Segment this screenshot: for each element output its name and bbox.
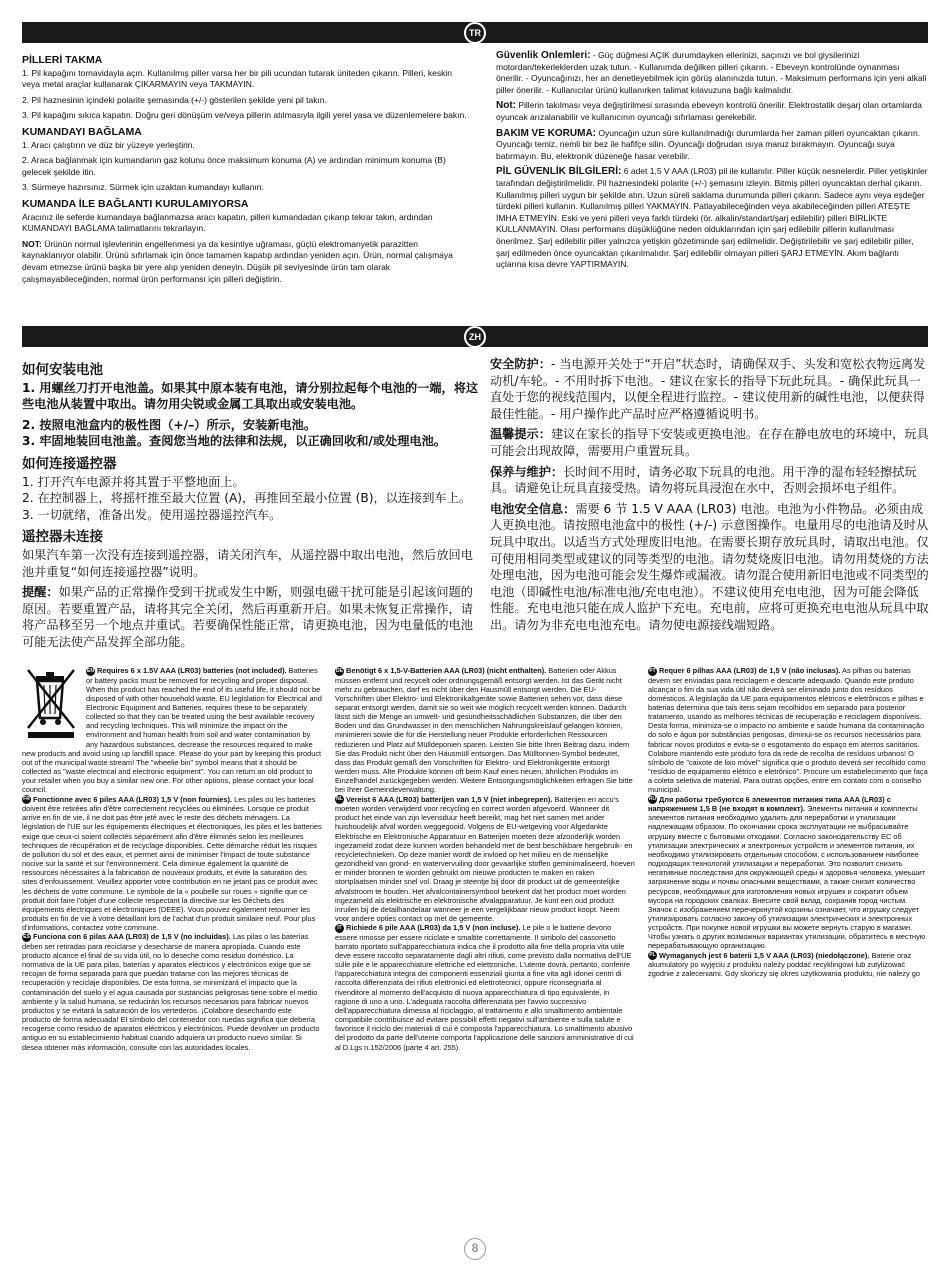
weee-en-text: Batteries or battery packs must be removed for recycling and proper disposal. When this product has reached the end of its useful life, it should not be disposed of with other household waste. EU legislation for Electrical and Electronic Equipment and Batteries, requires these to be separately collected so that they can be treated using the best available recovery and recycling techniques. This will minimize the impact on the environment and human health from soil and water contamination by any hazardous substances, decrease the resources required to make new products and avoid using up landfill space. Please do your part by keeping this product out of the municipal waste stream! The "wheelie bin" symbol means that it should be collected as "waste electrical and electronic equipment". You can return an old product to your retailer when you buy a similar new one. For other options, please contact your local council.	[22, 666, 322, 795]
zh-language-bar	[22, 326, 928, 347]
weee-pt-lead: Requer 6 pilhas AAA (LR03) de 1,5 V (não inclusas).	[659, 666, 841, 675]
weee-it-text: Le pile o le batterie devono essere rimosse per essere riciclate e smaltite correttamente. Il simbolo del cassonetto barrato riportato sull'apparecchiatura indica che il prodotto alla fine della propria vita utile deve essere raccolto separatamente dagli altri rifiuti, come previsto dalla normativa dell'UE sulle pile e le apparecchiature elettriche ed elettroniche. L'utente dovrà, pertanto, conferire l'apparecchiatura integra dei componenti essenziali giunta a fine vita agli idonei centri di raccolta differenziata dei rifiuti elettronici ed elettrotecnici, oppure riconsegnarla al rivenditore al momento dell'acquisto di nuova apparecchiatura di tipo equivalente, in ragione di uno a uno. L'adeguata raccolta differenziata per l'avvio successivo dell'apparecchiatura dimessa al riciclaggio, al trattamento e allo smaltimento ambientale compatibile contribuisce ad evitare possibili effetti negativi sull'ambiente e sulla salute e favorisce il riciclo dei materiali di cui è composta l'apparecchiatura. Lo smaltimento abusivo del prodotto da parte dell'utente comporta l'applicazione delle sanzioni amministrative di cui al D.Lgs n.152/2006 (parte 4 art. 255).	[335, 923, 634, 1052]
weee-it-lead: Richiede 6 pile AAA (LR03) da 1,5 V (non incluse).	[346, 923, 521, 933]
fr-language-badge: FR	[23, 796, 30, 803]
zh-connect-step-3: 3. 一切就绪，准备出发。使用遥控器遥控汽车。	[22, 507, 282, 522]
weee-ru-text: Элементы питания и комплекты элементов питания необходимо удалить для переработки и утилизации надлежащим образом. По окончании срока эксплуатации не выбрасывайте игрушку вместе с бытовыми отходами. Согласно законодательству ЕС об утилизации электрических и электронных устройств и элементов питания, их необходимо утилизировать отдельным способом, с использованием наиболее подходящих технологий утилизации и переработки. Это позволит снизить негативные последствия для окружающей среды и здоровья человека, умеьшит загрязнение воды и почвы опасными веществами, а также снизит количество ресурсов, необходимых для изготовления новых игрушек и сократит объем мусора на городских свалках. Внесите свой вклад, сохранив город чистым. Значок с изображением перечеркнутой корзины означает, что игрушку следует утилизировать согласно закону об утилизации электрических и электронных устройств. При покупке новой игрушки вы можете вернуть старую в магазин. Чтобы узнать о других возможных вариантах утилизации, обратитесь в местную перерабатывающую организацию.	[648, 804, 926, 951]
tr-care-paragraph	[496, 128, 928, 163]
tr-install-step-3: 3. Pil kapağını sıkıca kapatın. Doğru geri dönüşüm ve/veya pillerin atılmasıyla ilgili yerel yasa ve düzenlemelere bakın.	[22, 110, 467, 121]
zh-noconnect-heading: 遥控器未连接	[22, 529, 103, 546]
tr-battery-paragraph	[496, 166, 928, 270]
tr-note-text: Ürünün normal işlevlerinin engellenmesi ya da kesintiye uğraması, güçlü elektromanyetik parazitten kaynaklanıyor olabilir. Ürünü sıfırlamak için önce tamamen kapatıp ardından yeniden açın. Ürün, normal çalışmaya devam etmezse ürünü başka bir yere alıp yeniden deneyin. Düşük pil seviyesinde ürün tam olarak çalışmayabileceğinden, normal ürün performansı için pilleri değiştirin.	[22, 238, 453, 284]
zh-care-label: 保养与维护：	[490, 464, 564, 479]
weee-ru	[648, 795, 930, 951]
weee-pt-text: As pilhas ou baterias devem ser enviadas para reciclagem e descarte adequado. Quando este produto alcançar o fim da sua vida útil não deverá ser eliminado junto dos resíduos domésticos. A legislação da UE para equipamentos elétricos e eletrônicos e pilhas e baterias determina que tais itens sejam recolhidos em separado para posterior tratamento, usando as melhores técnicas de recuperação e reciclagem disponíveis. Desta forma, minimiza-se o impacto no ambiente e saúde humana da contaminação do solo e água por substâncias perigosas, diminui-se os recursos necessários para fabricar novos produtos e evita-se o esgotamento do espaço em aterros sanitários. Colabore mantendo este produto fora da rede de recolha de resíduos urbanos! O símbolo de "caixote de lixo móvel" significa que o produto deverá ser recolhido como "resíduo de equipamento elétrico e eletrônico". Procure um estabelecimento que faça a coleta seletiva de material. Para outras opções, entre em contato com o conselho municipal.	[648, 666, 928, 795]
weee-de-lead: Benötigt 6 x 1,5-V-Batterien AAA (LR03) (nicht enthalten).	[346, 666, 547, 675]
zh-install-heading: 如何安装电池	[22, 362, 103, 378]
zh-right-column	[490, 356, 930, 658]
tr-connect-step-3: 3. Sürmeye hazırsınız. Sürmek için uzaktan kumandayı kullanın.	[22, 182, 264, 193]
zh-safety-text: - 当电源开关处于“开启”状态时，请确保双手、头发和宽松衣物远离发动机/车轮。- 不用时拆下电池。- 建议在家长的指导下玩此玩具。- 确保此玩具一直处于您的视线范围内，以便全程进行监控。- 建议使用新的碱性电池，以便获得最佳性能。- 用户操作此产品时应严格遵循说明书。	[490, 357, 926, 421]
es-language-badge: ES	[23, 933, 30, 940]
weee-es-lead: Funciona con 6 pilas AAA (LR03) de 1,5 V (no incluidas).	[33, 932, 231, 942]
tr-language-badge: TR	[464, 22, 486, 44]
weee-es-text: Las pilas o las baterías deben ser retiradas para reciclarse y desecharse de manera apropiada. Cuando este producto alcance el final de su vida útil, no lo deseche como residuo doméstico. La normativa de la UE para pilas, baterías y aparatos eléctricos y electrónicos exige que se recojan de forma separada para que puedan tratarse con las mejores técnicas de recuperación y reciclaje disponibles. De esta forma, se minimizará el impacto que la contaminación del suelo y el agua causada por sustancias peligrosas tiene sobre el medio ambiente y la salud humana, se reducirán los recursos necesarios para fabricar nuevos productos y se evitará la saturación de los vertederos. ¡Colabore desechando este producto de forma adecuada! El símbolo del contenedor con ruedas significa que debería recogerse como residuo de aparatos eléctricos y electrónicos. Puede devolver un producto antiguo en su establecimiento habitual cuando adquiera un producto nuevo similar. Si desea obtener más información, consulte con las autoridades locales.	[22, 932, 320, 1052]
zh-install-step-3: 3. 牢固地装回电池盖。查阅您当地的法律和法规，以正确回收和/或处理电池。	[22, 434, 446, 449]
pl-language-badge: PL	[649, 952, 656, 959]
tr-noconnect-text: Aracınız ile seferde kumandaya bağlanmazsa aracı kapatın, pilleri kumandadan çıkarıp tekrar takın, ardından KUMANDAYI BAĞLAMA talimatlarını tekrarlayın.	[22, 211, 433, 234]
weee-fr	[22, 795, 322, 933]
tr-install-step-2: 2. Pil haznesinin içindeki polarite şemasında (+/-) gösterilen şekilde yeni pil takın.	[22, 94, 327, 105]
zh-connect-step-1: 1. 打开汽车电源并将其置于平整地面上。	[22, 474, 245, 489]
zh-noconnect-text: 如果汽车第一次没有连接到遥控器，请关闭汽车，从遥控器中取出电池，然后放回电池并重复“如何连接遥控器”说明。	[22, 547, 473, 579]
tr-left-column	[22, 50, 470, 320]
zh-note2-text: 建议在家长的指导下安装或更换电池。在存在静电放电的环境中，玩具可能会出现故障，需要用户重置玩具。	[490, 427, 929, 458]
weee-de-text: Batterien oder Akkus müssen entfernt und recycelt oder ordnungsgemäß entsorgt werden. Ist das Gerät nicht mehr zu gebrauchen, darf es nicht über den Hausmüll entsorgt werden. Die EU-Vorschriften über Elektro- und Elektronikaltgeräte sowie Batterien sehen vor, dass diese separat entsorgt werden, damit sie so weit wie möglich recycelt werden können. Dadurch lässt sich die Menge an umwelt- und gesundheitsschädlichen Substanzen, die über den Boden und das Grundwasser in den menschlichen Nahrungskreislauf gelangen können, minimieren sowie die für die Herstellung neuer Produkte erforderlichen Ressourcen reduzieren und Platz auf Mülldeponien sparen. Leisten Sie bitte Ihren Beitrag dazu, indem Sie das Produkt nicht über den Hausmüll entsorgen. Das Mülltonnen-Symbol bedeutet, dass das Produkt gemäß den Vorschriften für Elektro- und Elektronikgeräte entsorgt werden muss. Alte Produkte können oft beim Kauf eines neuen, ähnlichen Produkts im Einzelhandel zurückgegeben werden. Weitere Entsorgungsmöglichkeiten erfragen Sie bitte bei Ihrer Gemeindeverwaltung.	[335, 666, 633, 795]
tr-battery-label: PİL GÜVENLİK BİLGİLERİ:	[496, 166, 622, 178]
weee-it	[335, 923, 635, 1052]
pt-language-badge: PT	[649, 667, 656, 674]
tr-connect-step-2: 2. Araca bağlanmak için kumandanın gaz kolunu önce maksimum konuma (A) ve ardından minimum konuma (B) gelecek şekilde itin.	[22, 155, 446, 177]
tr-note2-text: Pillerin takılması veya değiştirilmesi sırasında ebeveyn kontrolü önerilir. Elektrostatik deşarj olan ortamlarda oyuncak arızalanabilir ve kullanıcının oyuncağı sıfırlaması gerekebilir.	[496, 100, 922, 122]
weee-en-lead: Requires 6 x 1.5V AAA (LR03) batteries (not included).	[97, 666, 287, 675]
ru-language-badge: RU	[648, 796, 657, 803]
tr-safety-paragraph	[496, 50, 928, 96]
zh-care-paragraph	[490, 464, 930, 497]
tr-install-heading: PİLLERİ TAKMA	[22, 54, 103, 66]
tr-connect-step-1: 1. Aracı çalıştırın ve düz bir yüzeye yerleştirin.	[22, 139, 195, 150]
weee-column-2	[335, 666, 635, 1236]
it-language-badge: IT	[335, 924, 344, 933]
tr-connect-heading: KUMANDAYI BAĞLAMA	[22, 125, 142, 138]
zh-note-paragraph	[22, 584, 480, 650]
zh-connect-step-2: 2. 在控制器上，将摇杆推至最大位置 (A)，再推回至最小位置 (B)，以连接到车上。	[22, 491, 471, 506]
weee-pt	[648, 666, 930, 795]
weee-column-1	[22, 666, 322, 1236]
zh-install-step-1: 1. 用螺丝刀打开电池盖。如果其中原本装有电池，请分别拉起每个电池的一端，将这些电池从装置中取出。请勿用尖锐或金属工具取出或安装电池。	[22, 380, 479, 412]
tr-note-paragraph	[22, 239, 470, 285]
weee-nl	[335, 795, 635, 924]
weee-es	[22, 932, 322, 1051]
zh-battery-paragraph	[490, 501, 930, 634]
tr-note2-label: Not:	[496, 100, 516, 112]
tr-install-step-1: 1. Pil kapağını tornavidayla açın. Kullanılmış piller varsa her bir pili ucundan tutarak üniteden çıkarın. Pilleri, keskin veya metal araçlar kullanarak ÇIKARMAYIN veya TAKMAYIN.	[22, 67, 452, 90]
zh-safety-paragraph	[490, 356, 930, 422]
zh-care-text: 长时间不用时，请务必取下玩具的电池。用干净的湿布轻轻擦拭玩具。请避免让玩具直接受热。请勿将玩具浸泡在水中，否则会损坏电子组件。	[490, 464, 917, 496]
zh-language-badge: ZH	[464, 326, 486, 348]
tr-noconnect-heading: KUMANDA İLE BAĞLANTI KURULAMIYORSA	[22, 197, 249, 210]
weee-fr-lead: Fonctionne avec 6 piles AAA (LR03) 1,5 V (non fournies).	[33, 794, 233, 804]
tr-battery-text: 6 adet 1,5 V AAA (LR03) pil ile kullanılır. Piller küçük nesnelerdir. Piller yetişkinler tarafından değiştirilmelidir. Pil haznesindeki polarite (+/-) şemasını izleyin. Bitmiş pilleri oyuncaktan derhal çıkarın. Kullanılmış pilleri uygun bir şekilde atın. Uzun süreli saklama durumunda pilleri çıkarın. Sadece aynı veya eşdeğer türdeki pilleri kullanın. Kullanılmış pilleri YAKMAYIN. Patlayabileceğinden veya akabileceğinden pilleri ATEŞTE İMHA ETMEYİN. Eski ve yeni pilleri veya farklı türdeki (ör. alkalin/standart/şarj edilebilir) pilleri BİRLİKTE KULLANMAYIN. Olası performans düşüklüğüne neden olduklarından için şarj edilebilir pillerin kullanılması önerilmez. Şarj edilebilir piller yalnızca yetişkin gözetiminde şarj edilmelidir. Değiştirilebilir ve şarj edilebilir piller, şarj edilmeden önce oyuncaktan çıkarılmalıdır. Şarj edilebilir olmayan pilleri ŞARJ ETMEYİN. Akım bağlantı uçlarına kısa devre YAPTIRMAYIN.	[496, 166, 928, 270]
weee-nl-text: Batterijen en accu's moeten worden verwijderd voor recycling en correct worden afgevoerd. Wanneer dit product het einde van zijn levensduur heeft bereikt, mag het niet samen met ander huishoudelijk afval worden weggegooid. Volgens de EU-wetgeving voor Afgedankte Elektrische en Elektronische Apparatuur en Batterijen moeten deze afzonderlijk worden ingezameld zodat deze kunnen worden behandeld met de best beschikbare hergebruik- en recycletechnieken. Op deze manier wordt de invloed op het milieu en de menselijke gezondheid van grond- en watervervuiling door gevaarlijke stoffen geminimaliseerd, hoeven er minder bronnen te worden gebruikt om nieuwe producten te maken en raken stortplaatsen minder snel vol. Draag je steentje bij door dit product uit de gemeentelijke afvalstroom te houden. Het afvalcontainersymbool betekent dat het product moet worden ingezameld als elektrische en elektronische afvalapparatuur. Je kunt een oud product inruilen bij de detailhandelaar wanneer je een vergelijkbaar nieuw product koopt. Neem voor andere opties contact op met de gemeente.	[335, 794, 635, 923]
zh-note2-label: 温馨提示：	[490, 427, 551, 442]
zh-battery-text: 需要 6 节 1.5 V AAA (LR03) 电池。电池为小件物品。必须由成人更换电池。请按照电池盒中的极性 (+/-) 示意图操作。电量用尽的电池请及时从玩具中取出。以适当方式处理废旧电池。在需要长期存放玩具时，请取出电池。仅可使用相同类型或建议的同等类型的电池。请勿焚烧废旧电池。请勿用焚烧的方法处理电池，因为电池可能会发生爆炸或漏液。请勿混合使用新旧电池或不同类型的电池（即碱性电池/标准电池/充电电池）。不建议使用充电电池，因为可能会降低性能。充电电池只能在成人监护下充电。充电前，应将可更换充电电池从玩具中取出。请勿为非充电电池充电。请勿使电源接线端短路。	[490, 501, 929, 632]
en-language-badge: EN	[87, 667, 94, 674]
weee-fr-text: Les piles ou les batteries doivent être retirées afin d'être correctement recyclées ou éliminées. Lorsque ce produit arrive en fin de vie, il ne doit pas être jeté avec le reste des déchets ménagers. La législation de l'UE sur les équipements électriques et électroniques, les piles et les batteries exige que ceux-ci soient collectés séparément afin d'être éliminés selon les meilleures techniques de récupération et de recyclage disponibles. Cette démarche réduit les risques de pollution du sol et des eaux, et permet ainsi de minimiser l'impact de toute substance nocive sur la santé et sur l'environnement. Cela diminue également la quantité de ressources nécessaires à la fabrication de nouveaux produits, et évite la saturation des sites d'enfouissement. Veuillez apporter votre contribution en ne jetant pas ce produit avec les déchets de votre commune. Le symbole de la « poubelle sur roues » signifie que ce produit doit faire l'objet d'une collecte respectant la directive sur les Déchets des équipements électriques et électroniques (DEEE). Vous pouvez également retourner les produits en fin de vie à votre détaillant lors de l'achat d'un produit similaire neuf. Pour plus d'informations, contactez votre commune.	[22, 794, 322, 933]
zh-note-text: 如果产品的正常操作受到干扰或发生中断，则强电磁干扰可能是引起该问题的原因。若要重置产品，请将其完全关闭，然后再重新开启。如果未恢复正常操作，请将产品移至另一个地点并重试。若要确保性能正常，请更换电池，因为电量低的电池可能无法使产品发挥全部功能。	[22, 585, 473, 649]
zh-left-column	[22, 356, 480, 658]
weee-column-3	[648, 666, 930, 1236]
zh-install-step-2: 2. 按照电池盒内的极性图（+/–）所示，安装新电池。	[22, 417, 317, 432]
nl-language-badge: NL	[336, 796, 343, 803]
tr-care-text: Oyuncağın uzun süre kullanılmadığı durumlarda her zaman pilleri oyuncaktan çıkarın. Oyuncağı temiz, nemli bir bez ile hafifçe silin. Oyuncağı doğrudan ısıya maruz bırakmayın. Oyuncağı suya batırmayın. Bu, elektronik düzeneğe hasar verebilir.	[496, 127, 921, 161]
tr-language-bar	[22, 22, 928, 43]
zh-connect-heading: 如何连接遥控器	[22, 455, 117, 472]
tr-care-label: BAKIM VE KORUMA:	[496, 127, 596, 139]
weee-ru-lead: Для работы требуются 6 элементов питания типа AAA (LR03) с напряжением 1,5 В (не входят в комплект).	[648, 794, 891, 814]
zh-note-label: 提醒：	[22, 585, 59, 600]
weee-de	[335, 666, 635, 795]
weee-pl-lead: Wymaganych jest 6 baterii 1,5 V AAA (LR03) (niedołączone).	[659, 950, 870, 960]
zh-safety-label: 安全防护：	[490, 357, 551, 371]
de-language-badge: DE	[336, 667, 343, 674]
weee-pl	[648, 951, 930, 979]
page-number: 8	[464, 1238, 486, 1260]
zh-battery-label: 电池安全信息：	[490, 501, 576, 516]
weee-pl-text: Baterie oraz akumulatory po wyjęciu z produktu należy poddać recyklingowi lub zutylizować zgodnie z zaleceniami. Gdy skończy się okres użytkowania produktu, nie należy go	[648, 950, 920, 979]
weee-nl-lead: Vereist 6 AAA (LR03) batterijen van 1,5 V (niet inbegrepen).	[346, 794, 553, 804]
zh-note2-paragraph	[490, 426, 930, 459]
tr-note2-paragraph	[496, 100, 928, 123]
tr-right-column	[496, 50, 928, 320]
tr-safety-text: - Güç düğmesi AÇIK durumdayken ellerinizi, saçınızı ve bol giysilerinizi motordan/tekerleklerden uzak tutun. - Kullanımda değilken pilleri çıkarın. - Ebeveyn kontrolünde oynanması önerilir. - Oyuncağınızı, her an denetleyebilmek için görüş alanınızda tutun. - Maksimum performans için yeni alkali piller önerilir. - Kullanıcılar ürünü kullanırken talimat kılavuzuna bağlı kalmalıdır.	[496, 50, 927, 95]
tr-safety-label: Güvenlik Önlemleri:	[496, 50, 591, 61]
crossed-wheelie-bin-icon	[22, 666, 80, 740]
tr-note-label: NOT:	[22, 238, 42, 249]
